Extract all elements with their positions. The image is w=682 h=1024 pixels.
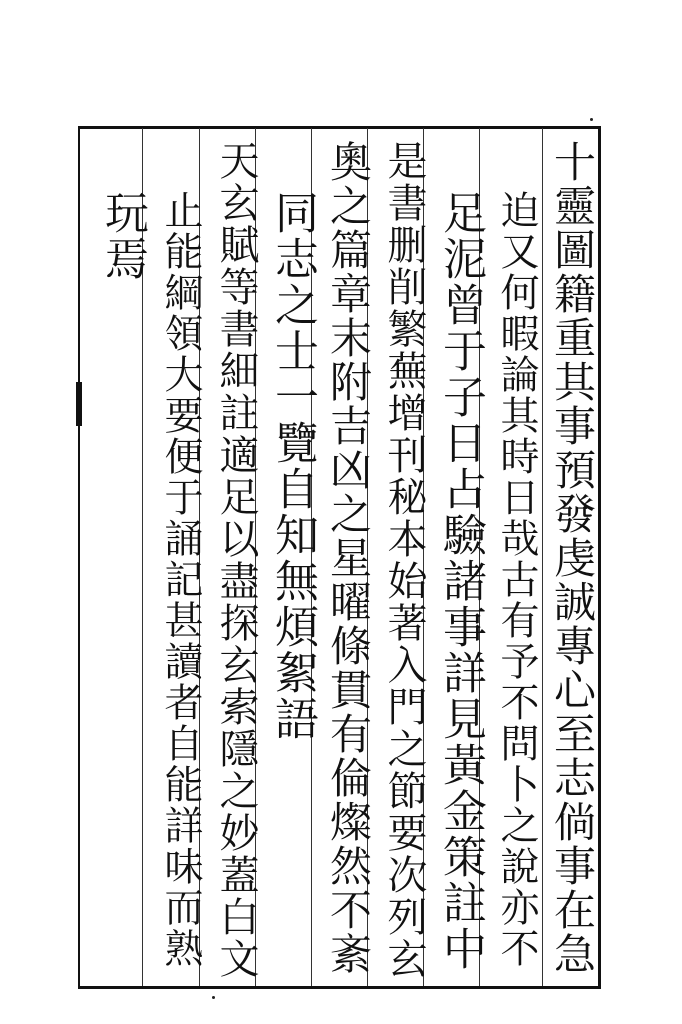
text-column-5: 奧之篇章末附吉凶之星曜條貫有倫燦然不紊: [324, 140, 373, 976]
text-column-9: 玩焉: [97, 190, 148, 282]
text-column-8: 止能綱領大要便于誦記甚讀者自能詳味而熟: [158, 190, 203, 969]
text-column-2: 迫又何暇論其時日哉古有予不問卜之說亦不: [494, 190, 539, 969]
margin-block-mark: [76, 382, 82, 426]
text-column-4: 是書删削繁蕪增刊秘本始著入門之節要次列玄: [381, 140, 427, 980]
frame-bottom-rule: [78, 986, 600, 989]
text-column-7: 天玄賦等書細註適足以盡探玄索隱之妙蓋白文: [213, 140, 259, 980]
frame-top-rule: [78, 126, 600, 129]
text-column-3: 足泥曾于子日占驗諸事詳見黃金策註中: [435, 190, 486, 972]
frame-left-rule: [78, 126, 80, 989]
text-column-6: 同志之士一覽自知無煩絮語: [267, 190, 318, 742]
text-column-1: 十靈圖籍重其事預發虔誠專心至志倘事在急: [548, 140, 597, 976]
ink-speck: [212, 996, 215, 999]
ink-speck: [590, 118, 593, 121]
